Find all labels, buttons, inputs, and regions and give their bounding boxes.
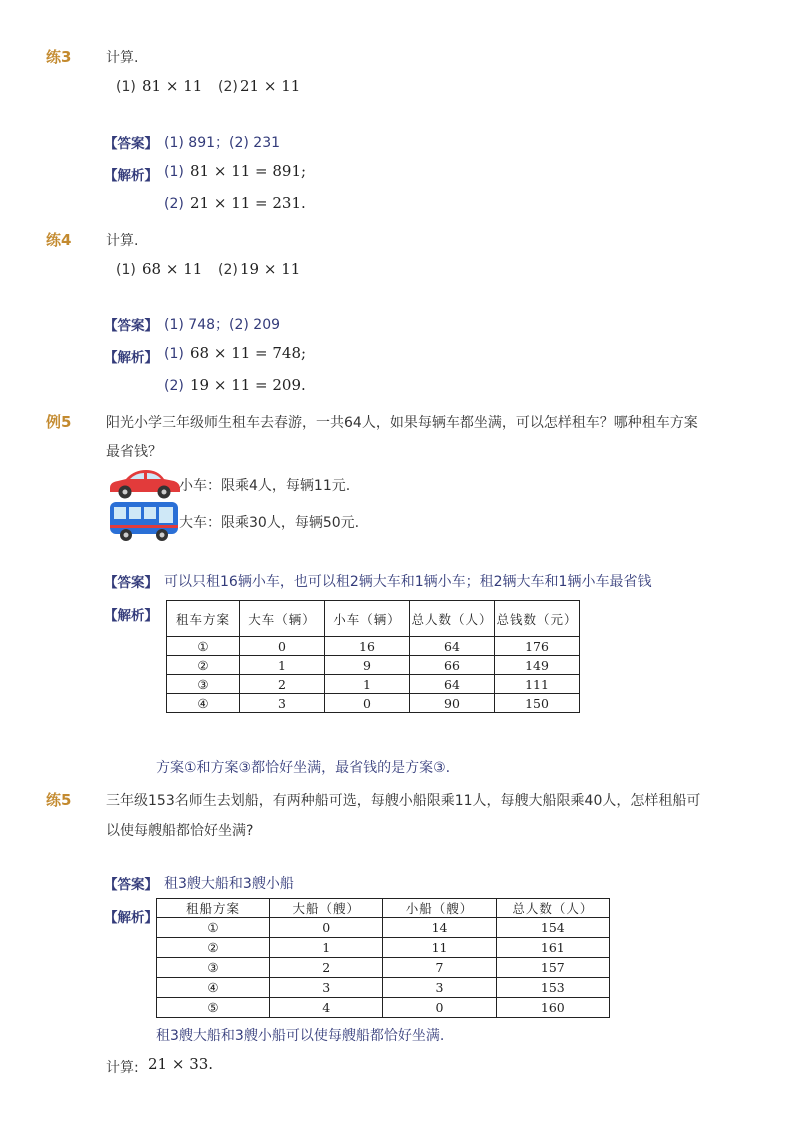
table-header: 总钱数（元） <box>495 601 580 637</box>
table-cell: 66 <box>410 656 495 675</box>
table-cell: 3 <box>270 978 383 998</box>
table-header: 大船（艘） <box>270 899 383 918</box>
table-cell: ① <box>157 918 270 938</box>
analysis-expression: 21 × 11 = 231. <box>190 194 306 212</box>
table-header: 小船（艘） <box>383 899 496 918</box>
answer-tag: 【答案】 <box>104 575 158 591</box>
table-row <box>157 918 610 938</box>
answer-tag: 【答案】 <box>104 318 158 334</box>
analysis-number: (2) <box>164 196 184 212</box>
question-expression: 68 × 11 <box>142 260 203 278</box>
conclusion-text: 租3艘大船和3艘小船可以使每艘船都恰好坐满. <box>156 1028 445 1044</box>
table-row <box>167 694 580 713</box>
exercise-prompt: 计算. <box>106 50 139 66</box>
table-cell: 16 <box>325 637 410 656</box>
table-cell: 90 <box>410 694 495 713</box>
table-header: 总人数（人） <box>410 601 495 637</box>
answer-text: 租3艘大船和3艘小船 <box>164 876 294 892</box>
exercise-label: 练3 <box>46 48 72 66</box>
question-number: (1) <box>116 262 136 278</box>
problem-line: 以使每艘船都恰好坐满? <box>106 823 254 839</box>
table-row <box>167 656 580 675</box>
table-header-row <box>167 601 580 637</box>
table-cell: ② <box>157 938 270 958</box>
table-cell: ④ <box>157 978 270 998</box>
table-cell: 2 <box>240 675 325 694</box>
table-cell: 64 <box>410 675 495 694</box>
table-cell: 2 <box>270 958 383 978</box>
table-row <box>157 958 610 978</box>
question-expression: 19 × 11 <box>240 260 301 278</box>
table-row <box>157 998 610 1018</box>
analysis-number: (1) <box>164 164 184 180</box>
table-row <box>167 637 580 656</box>
analysis-tag: 【解析】 <box>104 350 158 366</box>
table-cell: 0 <box>240 637 325 656</box>
problem-line: 三年级153名师生去划船，有两种船可选，每艘小船限乘11人，每艘大船限乘40人，怎样租船可 <box>106 793 701 809</box>
exercise-prompt: 计算. <box>106 233 139 249</box>
table-cell: 14 <box>383 918 496 938</box>
table-cell: ④ <box>167 694 240 713</box>
table-cell: 160 <box>496 998 609 1018</box>
answer-text: 可以只租16辆小车，也可以租2辆大车和1辆小车；租2辆大车和1辆小车最省钱 <box>164 574 652 590</box>
table-cell: ③ <box>157 958 270 978</box>
analysis-tag: 【解析】 <box>104 910 158 926</box>
table-header: 大车（辆） <box>240 601 325 637</box>
answer-text: (1) 891；(2) 231 <box>164 135 281 151</box>
table-cell: 64 <box>410 637 495 656</box>
table-cell: 157 <box>496 958 609 978</box>
table-cell: 153 <box>496 978 609 998</box>
question-number: (2) <box>218 262 238 278</box>
table-row <box>157 938 610 958</box>
rental-table <box>166 600 580 713</box>
table-header: 总人数（人） <box>496 899 609 918</box>
table-row <box>157 978 610 998</box>
analysis-number: (2) <box>164 378 184 394</box>
analysis-expression: 19 × 11 = 209. <box>190 376 306 394</box>
analysis-expression: 81 × 11 = 891; <box>190 162 307 180</box>
table-cell: 3 <box>240 694 325 713</box>
exercise-label: 练4 <box>46 231 72 249</box>
car-icon <box>106 466 182 500</box>
example-label: 例5 <box>46 413 72 431</box>
analysis-number: (1) <box>164 346 184 362</box>
table-cell: 0 <box>383 998 496 1018</box>
problem-line: 阳光小学三年级师生租车去春游，一共64人，如果每辆车都坐满，可以怎样租车？哪种租车方案 <box>106 415 698 431</box>
question-number: (1) <box>116 79 136 95</box>
table-cell: 161 <box>496 938 609 958</box>
boat-table <box>156 898 610 1018</box>
calc-expression: 21 × 33. <box>148 1055 214 1073</box>
table-cell: 11 <box>383 938 496 958</box>
table-cell: 9 <box>325 656 410 675</box>
table-row <box>167 675 580 694</box>
table-cell: 1 <box>270 938 383 958</box>
question-expression: 21 × 11 <box>240 77 301 95</box>
table-header-row <box>157 899 610 918</box>
table-cell: 7 <box>383 958 496 978</box>
table-cell: 150 <box>495 694 580 713</box>
question-number: (2) <box>218 79 238 95</box>
question-expression: 81 × 11 <box>142 77 203 95</box>
calc-label: 计算: <box>106 1060 139 1076</box>
table-cell: ⑤ <box>157 998 270 1018</box>
table-cell: 154 <box>496 918 609 938</box>
table-header: 租车方案 <box>167 601 240 637</box>
car-rule: 小车：限乘4人，每辆11元. <box>179 478 351 494</box>
table-cell: 0 <box>325 694 410 713</box>
bus-icon <box>108 500 182 542</box>
table-header: 租船方案 <box>157 899 270 918</box>
table-cell: ① <box>167 637 240 656</box>
table-cell: 3 <box>383 978 496 998</box>
answer-tag: 【答案】 <box>104 877 158 893</box>
problem-line: 最省钱？ <box>106 444 162 460</box>
answer-tag: 【答案】 <box>104 136 158 152</box>
analysis-tag: 【解析】 <box>104 608 158 624</box>
table-cell: 0 <box>270 918 383 938</box>
analysis-tag: 【解析】 <box>104 168 158 184</box>
analysis-expression: 68 × 11 = 748; <box>190 344 307 362</box>
table-header: 小车（辆） <box>325 601 410 637</box>
table-cell: ③ <box>167 675 240 694</box>
table-cell: 111 <box>495 675 580 694</box>
exercise-label: 练5 <box>46 791 72 809</box>
table-cell: 176 <box>495 637 580 656</box>
table-cell: 4 <box>270 998 383 1018</box>
table-cell: ② <box>167 656 240 675</box>
conclusion-text: 方案①和方案③都恰好坐满，最省钱的是方案③. <box>156 760 451 776</box>
table-cell: 1 <box>325 675 410 694</box>
table-cell: 149 <box>495 656 580 675</box>
table-cell: 1 <box>240 656 325 675</box>
bus-rule: 大车：限乘30人，每辆50元. <box>179 515 360 531</box>
answer-text: (1) 748；(2) 209 <box>164 317 281 333</box>
